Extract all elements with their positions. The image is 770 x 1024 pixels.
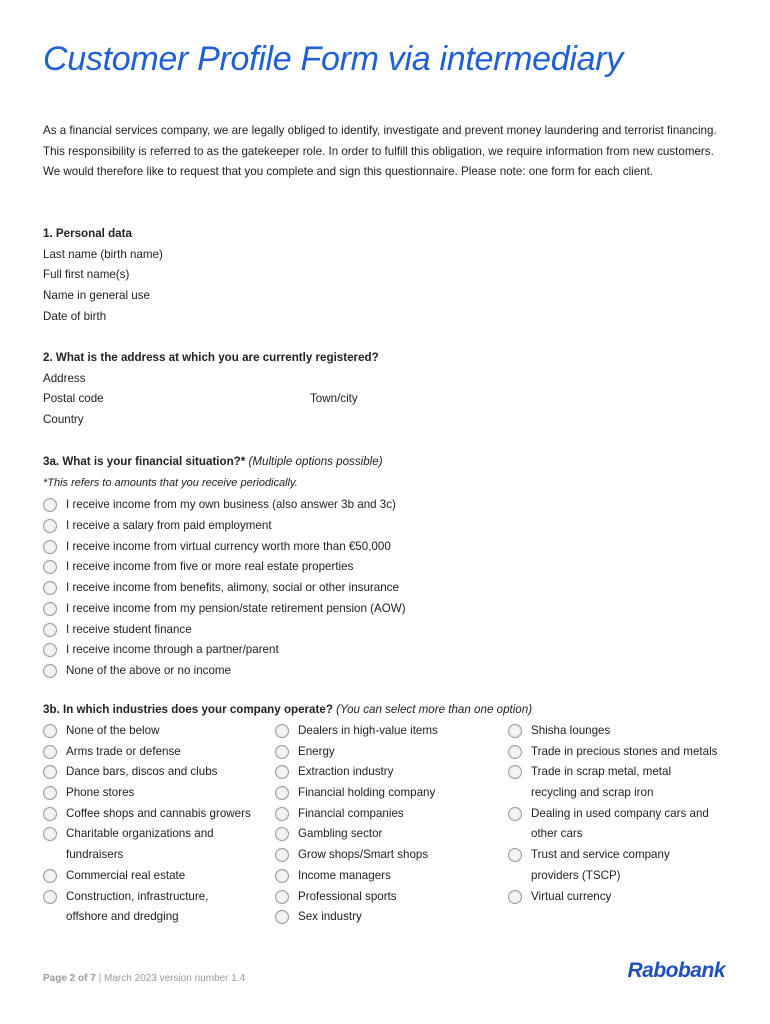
- option-label: Sex industry: [298, 910, 362, 924]
- industries-column-2: [275, 721, 500, 928]
- radio-button[interactable]: [43, 581, 57, 595]
- option-label: Gambling sector: [298, 827, 383, 841]
- postal-row: [43, 389, 733, 410]
- option-label: None of the below: [66, 724, 160, 737]
- option-label: Dance bars, discos and clubs: [66, 765, 218, 779]
- radio-button[interactable]: [43, 560, 57, 574]
- radio-button[interactable]: [43, 807, 57, 821]
- radio-button[interactable]: [275, 786, 289, 800]
- option-label: Trust and service company providers (TSCP): [531, 848, 670, 882]
- option-label: Trade in scrap metal, metal recycling and scrap iron: [531, 765, 672, 800]
- radio-button[interactable]: [43, 498, 57, 512]
- option-label: Coffee shops and cannabis growers: [66, 806, 251, 820]
- town-label: Town/city: [310, 392, 358, 406]
- industry-option[interactable]: [508, 845, 706, 886]
- industry-option[interactable]: [275, 907, 500, 928]
- radio-button[interactable]: [43, 602, 57, 616]
- last-name-label: Last name (birth name): [43, 247, 163, 261]
- industry-option[interactable]: [43, 804, 268, 825]
- section-financial-situation: [43, 452, 733, 682]
- industry-option[interactable]: [275, 742, 500, 763]
- industry-option[interactable]: [275, 887, 500, 908]
- name-in-use-label: Name in general use: [43, 289, 150, 303]
- section-address: [43, 348, 733, 431]
- radio-button[interactable]: [43, 724, 57, 738]
- industry-option[interactable]: [508, 721, 733, 742]
- option-label: I receive income from my pension/state retirement pension (AOW): [66, 601, 406, 615]
- radio-button[interactable]: [275, 869, 289, 883]
- radio-button[interactable]: [275, 765, 289, 779]
- option-label: Shisha lounges: [531, 724, 611, 737]
- industry-option[interactable]: [275, 845, 500, 866]
- option-label: I receive a salary from paid employment: [66, 519, 272, 533]
- option-label: Grow shops/Smart shops: [298, 848, 429, 862]
- radio-button[interactable]: [43, 643, 57, 657]
- option-label: I receive income from my own business (also answer 3b and 3c): [66, 498, 396, 512]
- radio-button[interactable]: [43, 623, 57, 637]
- industry-option[interactable]: [43, 783, 268, 804]
- option-label: Professional sports: [298, 889, 397, 903]
- option-label: Extraction industry: [298, 765, 394, 779]
- radio-button[interactable]: [508, 765, 522, 779]
- rabobank-logo: Rabobank: [627, 959, 725, 982]
- option-own-business[interactable]: [43, 495, 733, 516]
- heading-note: (You can select more than one option): [336, 703, 533, 716]
- option-virtual-currency[interactable]: [43, 537, 733, 558]
- option-label: I receive income from benefits, alimony, social or other insurance: [66, 581, 399, 595]
- first-names-label: Full first name(s): [43, 268, 130, 282]
- option-label: Energy: [298, 744, 335, 758]
- industry-option[interactable]: [508, 804, 731, 845]
- heading-note: (Multiple options possible): [248, 455, 383, 468]
- radio-button[interactable]: [275, 827, 289, 841]
- radio-button[interactable]: [275, 848, 289, 862]
- radio-button[interactable]: [43, 869, 57, 883]
- options-list: [43, 495, 733, 681]
- postal-code-label: Postal code: [43, 392, 104, 406]
- option-partner-parent[interactable]: [43, 640, 733, 661]
- intro-paragraph: As a financial services company, we are legally obliged to identify, investigate and prevent money laundering and terrorist financing. This responsibility is referred to as the gatekeeper role. In order to fulfill this obligation, we require information from new customers. We would therefore like to request that you complete and sign this questionnaire. Please note: one form for each client.: [43, 124, 717, 179]
- option-label: Trade in precious stones and metals: [531, 744, 718, 758]
- industry-option[interactable]: [275, 866, 500, 887]
- radio-button[interactable]: [275, 910, 289, 924]
- radio-button[interactable]: [43, 765, 57, 779]
- industries-column-3: [508, 721, 733, 907]
- option-label: Arms trade or defense: [66, 744, 181, 758]
- industry-option[interactable]: [275, 824, 500, 845]
- option-label: Income managers: [298, 868, 391, 882]
- option-label: Phone stores: [66, 786, 135, 800]
- option-label: I receive income through a partner/parent: [66, 643, 279, 657]
- industry-option[interactable]: [508, 742, 733, 763]
- industry-option[interactable]: [508, 762, 716, 803]
- version-text: March 2023 version number 1.4: [103, 973, 246, 984]
- section-heading: [43, 700, 733, 721]
- option-label: Financial holding company: [298, 786, 436, 800]
- radio-button[interactable]: [43, 540, 57, 554]
- heading-text: 3a. What is your financial situation?*: [43, 455, 246, 468]
- industry-option[interactable]: [43, 762, 268, 783]
- section-heading: [43, 452, 733, 473]
- industry-option[interactable]: [43, 742, 268, 763]
- country-label: Country: [43, 413, 84, 427]
- option-label: None of the above or no income: [66, 663, 231, 677]
- heading-text: 3b. In which industries does your company operate?: [43, 703, 333, 716]
- industry-option[interactable]: [43, 866, 268, 887]
- radio-button[interactable]: [275, 807, 289, 821]
- option-label: Dealers in high-value items: [298, 724, 438, 737]
- radio-button[interactable]: [43, 664, 57, 678]
- radio-button[interactable]: [43, 519, 57, 533]
- page-footer: [43, 973, 245, 984]
- option-label: Financial companies: [298, 806, 404, 820]
- section-industries-header: [43, 700, 733, 721]
- option-label: Dealing in used company cars and other cars: [531, 806, 709, 841]
- option-label: Virtual currency: [531, 889, 612, 903]
- date-of-birth-label: Date of birth: [43, 309, 107, 323]
- radio-button[interactable]: [508, 890, 522, 904]
- option-none[interactable]: [43, 661, 733, 682]
- section-heading: 2. What is the address at which you are currently registered?: [43, 351, 379, 364]
- radio-button[interactable]: [508, 807, 522, 821]
- address-label: Address: [43, 371, 86, 385]
- industry-option[interactable]: [275, 804, 500, 825]
- page-title: Customer Profile Form via intermediary: [43, 40, 623, 78]
- option-student-finance[interactable]: [43, 620, 733, 641]
- option-label: I receive income from five or more real estate properties: [66, 560, 354, 574]
- radio-button[interactable]: [508, 848, 522, 862]
- industry-option[interactable]: [275, 762, 500, 783]
- industry-option[interactable]: [275, 783, 500, 804]
- radio-button[interactable]: [275, 724, 289, 738]
- footer-separator: |: [98, 973, 102, 984]
- industry-option[interactable]: [275, 721, 500, 742]
- radio-button[interactable]: [508, 724, 522, 738]
- section-subnote: *This refers to amounts that you receive periodically.: [43, 476, 298, 489]
- page-number: Page 2 of 7: [43, 973, 96, 984]
- radio-button[interactable]: [508, 745, 522, 759]
- industries-column-1: [43, 721, 268, 928]
- radio-button[interactable]: [275, 745, 289, 759]
- option-label: I receive student finance: [66, 622, 192, 636]
- option-pension[interactable]: [43, 599, 733, 620]
- industry-option[interactable]: [43, 824, 256, 865]
- option-benefits[interactable]: [43, 578, 733, 599]
- industry-option[interactable]: [43, 721, 268, 742]
- option-label: Commercial real estate: [66, 868, 186, 882]
- radio-button[interactable]: [43, 786, 57, 800]
- industry-option[interactable]: [43, 887, 236, 928]
- radio-button[interactable]: [43, 890, 57, 904]
- option-salary[interactable]: [43, 516, 733, 537]
- section-heading: 1. Personal data: [43, 227, 132, 240]
- section-personal-data: [43, 224, 733, 327]
- option-label: I receive income from virtual currency worth more than €50,000: [66, 539, 391, 553]
- option-real-estate[interactable]: [43, 557, 733, 578]
- radio-button[interactable]: [275, 890, 289, 904]
- radio-button[interactable]: [43, 745, 57, 759]
- option-label: Charitable organizations and fundraisers: [66, 827, 214, 862]
- option-label: Construction, infrastructure, offshore and dredging: [66, 889, 209, 924]
- industry-option[interactable]: [508, 887, 733, 908]
- radio-button[interactable]: [43, 827, 57, 841]
